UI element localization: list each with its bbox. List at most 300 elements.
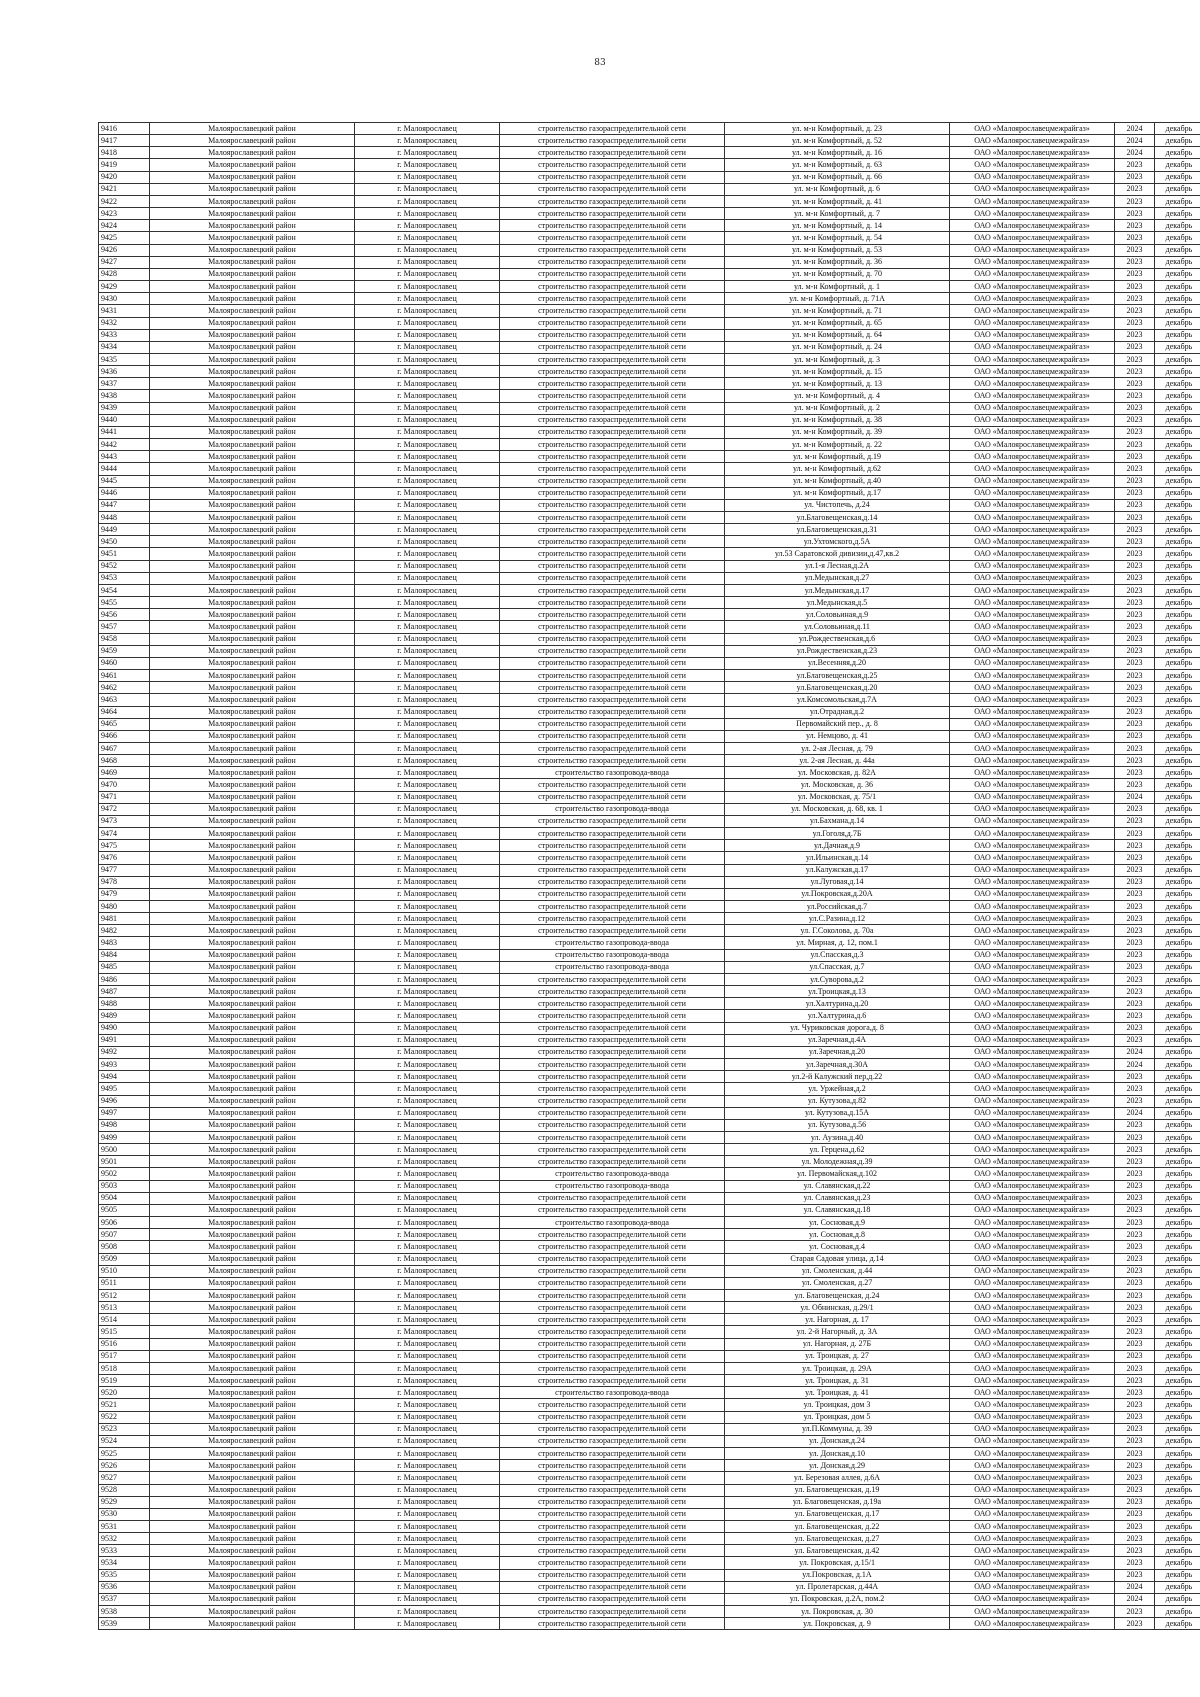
district-cell: Малоярославецкий район [150, 1180, 355, 1192]
city-cell: г. Малоярославец [355, 876, 500, 888]
month-cell: декабрь [1155, 815, 1200, 827]
work-type-cell: строительство газораспределительной сети [500, 1144, 725, 1156]
city-cell: г. Малоярославец [355, 621, 500, 633]
year-cell: 2023 [1115, 633, 1155, 645]
row-number-cell: 9515 [99, 1326, 150, 1338]
year-cell: 2023 [1115, 998, 1155, 1010]
row-number-cell: 9507 [99, 1229, 150, 1241]
table-row [99, 1290, 1200, 1302]
address-cell: ул. Троицкая, д. 29А [725, 1362, 950, 1374]
row-number-cell: 9473 [99, 815, 150, 827]
address-cell: ул. м-н Комфортный, д. 70 [725, 268, 950, 280]
year-cell: 2023 [1115, 815, 1155, 827]
address-cell: ул. Донская,д.29 [725, 1460, 950, 1472]
city-cell: г. Малоярославец [355, 183, 500, 195]
table-row [99, 1144, 1200, 1156]
city-cell: г. Малоярославец [355, 123, 500, 135]
city-cell: г. Малоярославец [355, 1472, 500, 1484]
work-type-cell: строительство газораспределительной сети [500, 1204, 725, 1216]
address-cell: ул. м-н Комфортный, д. 63 [725, 159, 950, 171]
year-cell: 2023 [1115, 463, 1155, 475]
row-number-cell: 9431 [99, 305, 150, 317]
work-type-cell: строительство газораспределительной сети [500, 670, 725, 682]
work-type-cell: строительство газораспределительной сети [500, 1277, 725, 1289]
address-cell: ул. Благовещенская, д.19 [725, 1484, 950, 1496]
table-row [99, 1399, 1200, 1411]
month-cell: декабрь [1155, 1156, 1200, 1168]
organization-cell: ОАО «Малоярославецмежрайгаз» [950, 913, 1115, 925]
month-cell: декабрь [1155, 305, 1200, 317]
row-number-cell: 9492 [99, 1046, 150, 1058]
address-cell: ул.Суворова,д.2 [725, 973, 950, 985]
year-cell: 2023 [1115, 329, 1155, 341]
year-cell: 2024 [1115, 123, 1155, 135]
district-cell: Малоярославецкий район [150, 1253, 355, 1265]
row-number-cell: 9429 [99, 281, 150, 293]
district-cell: Малоярославецкий район [150, 925, 355, 937]
address-cell: ул. м-н Комфортный, д. 36 [725, 256, 950, 268]
city-cell: г. Малоярославец [355, 1350, 500, 1362]
month-cell: декабрь [1155, 1241, 1200, 1253]
row-number-cell: 9521 [99, 1399, 150, 1411]
year-cell: 2024 [1115, 135, 1155, 147]
organization-cell: ОАО «Малоярославецмежрайгаз» [950, 718, 1115, 730]
month-cell: декабрь [1155, 1350, 1200, 1362]
month-cell: декабрь [1155, 840, 1200, 852]
organization-cell: ОАО «Малоярославецмежрайгаз» [950, 998, 1115, 1010]
work-type-cell: строительство газораспределительной сети [500, 244, 725, 256]
address-cell: ул.Заречная,д.30А [725, 1059, 950, 1071]
city-cell: г. Малоярославец [355, 901, 500, 913]
table-row [99, 463, 1200, 475]
organization-cell: ОАО «Малоярославецмежрайгаз» [950, 572, 1115, 584]
city-cell: г. Малоярославец [355, 1326, 500, 1338]
work-type-cell: строительство газопровода-ввода [500, 961, 725, 973]
row-number-cell: 9493 [99, 1059, 150, 1071]
year-cell: 2023 [1115, 1387, 1155, 1399]
organization-cell: ОАО «Малоярославецмежрайгаз» [950, 1508, 1115, 1520]
year-cell: 2023 [1115, 864, 1155, 876]
year-cell: 2023 [1115, 1350, 1155, 1362]
year-cell: 2023 [1115, 755, 1155, 767]
work-type-cell: строительство газораспределительной сети [500, 852, 725, 864]
city-cell: г. Малоярославец [355, 718, 500, 730]
district-cell: Малоярославецкий район [150, 317, 355, 329]
district-cell: Малоярославецкий район [150, 536, 355, 548]
city-cell: г. Малоярославец [355, 1362, 500, 1374]
district-cell: Малоярославецкий район [150, 682, 355, 694]
year-cell: 2023 [1115, 1484, 1155, 1496]
work-type-cell: строительство газораспределительной сети [500, 1375, 725, 1387]
district-cell: Малоярославецкий район [150, 147, 355, 159]
row-number-cell: 9523 [99, 1423, 150, 1435]
city-cell: г. Малоярославец [355, 220, 500, 232]
city-cell: г. Малоярославец [355, 913, 500, 925]
year-cell: 2023 [1115, 1265, 1155, 1277]
work-type-cell: строительство газораспределительной сети [500, 1435, 725, 1447]
table-row [99, 706, 1200, 718]
table-row [99, 1241, 1200, 1253]
work-type-cell: строительство газораспределительной сети [500, 1192, 725, 1204]
row-number-cell: 9438 [99, 390, 150, 402]
month-cell: декабрь [1155, 390, 1200, 402]
organization-cell: ОАО «Малоярославецмежрайгаз» [950, 961, 1115, 973]
work-type-cell: строительство газораспределительной сети [500, 1606, 725, 1618]
table-row [99, 1606, 1200, 1618]
year-cell: 2023 [1115, 183, 1155, 195]
organization-cell: ОАО «Малоярославецмежрайгаз» [950, 1083, 1115, 1095]
year-cell: 2023 [1115, 730, 1155, 742]
month-cell: декабрь [1155, 1496, 1200, 1508]
address-cell: ул. м-н Комфортный, д. 66 [725, 171, 950, 183]
year-cell: 2023 [1115, 1411, 1155, 1423]
city-cell: г. Малоярославец [355, 1277, 500, 1289]
row-number-cell: 9434 [99, 341, 150, 353]
table-row [99, 487, 1200, 499]
table-row [99, 730, 1200, 742]
district-cell: Малоярославецкий район [150, 1119, 355, 1131]
work-type-cell: строительство газораспределительной сети [500, 1618, 725, 1630]
organization-cell: ОАО «Малоярославецмежрайгаз» [950, 1059, 1115, 1071]
year-cell: 2023 [1115, 1618, 1155, 1630]
table-row [99, 232, 1200, 244]
row-number-cell: 9520 [99, 1387, 150, 1399]
work-type-cell: строительство газораспределительной сети [500, 1569, 725, 1581]
row-number-cell: 9512 [99, 1290, 150, 1302]
district-cell: Малоярославецкий район [150, 791, 355, 803]
city-cell: г. Малоярославец [355, 767, 500, 779]
row-number-cell: 9505 [99, 1204, 150, 1216]
work-type-cell: строительство газораспределительной сети [500, 1314, 725, 1326]
organization-cell: ОАО «Малоярославецмежрайгаз» [950, 1326, 1115, 1338]
district-cell: Малоярославецкий район [150, 718, 355, 730]
month-cell: декабрь [1155, 742, 1200, 754]
district-cell: Малоярославецкий район [150, 451, 355, 463]
city-cell: г. Малоярославец [355, 828, 500, 840]
row-number-cell: 9519 [99, 1375, 150, 1387]
row-number-cell: 9451 [99, 548, 150, 560]
work-type-cell: строительство газораспределительной сети [500, 1460, 725, 1472]
month-cell: декабрь [1155, 1046, 1200, 1058]
work-type-cell: строительство газораспределительной сети [500, 512, 725, 524]
city-cell: г. Малоярославец [355, 742, 500, 754]
city-cell: г. Малоярославец [355, 1107, 500, 1119]
work-type-cell: строительство газораспределительной сети [500, 1119, 725, 1131]
table-row [99, 451, 1200, 463]
work-type-cell: строительство газораспределительной сети [500, 986, 725, 998]
year-cell: 2023 [1115, 1156, 1155, 1168]
district-cell: Малоярославецкий район [150, 512, 355, 524]
city-cell: г. Малоярославец [355, 439, 500, 451]
month-cell: декабрь [1155, 645, 1200, 657]
table-row [99, 329, 1200, 341]
work-type-cell: строительство газораспределительной сети [500, 742, 725, 754]
address-cell: ул.Благовещенская,д.20 [725, 682, 950, 694]
address-cell: ул. Троицкая, д. 27 [725, 1350, 950, 1362]
month-cell: декабрь [1155, 293, 1200, 305]
table-row [99, 621, 1200, 633]
city-cell: г. Малоярославец [355, 366, 500, 378]
city-cell: г. Малоярославец [355, 779, 500, 791]
row-number-cell: 9443 [99, 451, 150, 463]
year-cell: 2023 [1115, 560, 1155, 572]
work-type-cell: строительство газораспределительной сети [500, 183, 725, 195]
work-type-cell: строительство газораспределительной сети [500, 633, 725, 645]
district-cell: Малоярославецкий район [150, 609, 355, 621]
address-cell: ул. Кутузова,д.15А [725, 1107, 950, 1119]
organization-cell: ОАО «Малоярославецмежрайгаз» [950, 670, 1115, 682]
table-row [99, 803, 1200, 815]
organization-cell: ОАО «Малоярославецмежрайгаз» [950, 1484, 1115, 1496]
month-cell: декабрь [1155, 414, 1200, 426]
row-number-cell: 9456 [99, 609, 150, 621]
year-cell: 2023 [1115, 1144, 1155, 1156]
row-number-cell: 9487 [99, 986, 150, 998]
table-row [99, 901, 1200, 913]
work-type-cell: строительство газораспределительной сети [500, 463, 725, 475]
table-row [99, 268, 1200, 280]
row-number-cell: 9475 [99, 840, 150, 852]
city-cell: г. Малоярославец [355, 949, 500, 961]
table-row [99, 208, 1200, 220]
organization-cell: ОАО «Малоярославецмежрайгаз» [950, 1192, 1115, 1204]
row-number-cell: 9448 [99, 512, 150, 524]
work-type-cell: строительство газораспределительной сети [500, 1241, 725, 1253]
work-type-cell: строительство газораспределительной сети [500, 1107, 725, 1119]
year-cell: 2023 [1115, 1010, 1155, 1022]
year-cell: 2023 [1115, 1241, 1155, 1253]
row-number-cell: 9466 [99, 730, 150, 742]
work-type-cell: строительство газораспределительной сети [500, 1581, 725, 1593]
district-cell: Малоярославецкий район [150, 1265, 355, 1277]
table-row [99, 439, 1200, 451]
year-cell: 2023 [1115, 742, 1155, 754]
month-cell: декабрь [1155, 1448, 1200, 1460]
month-cell: декабрь [1155, 1399, 1200, 1411]
gasification-registry-table [98, 122, 1200, 1630]
address-cell: ул. м-н Комфортный, д. 2 [725, 402, 950, 414]
city-cell: г. Малоярославец [355, 1411, 500, 1423]
address-cell: ул. Молодежная,д.39 [725, 1156, 950, 1168]
row-number-cell: 9459 [99, 645, 150, 657]
address-cell: ул. Троицкая, дом 5 [725, 1411, 950, 1423]
year-cell: 2023 [1115, 305, 1155, 317]
row-number-cell: 9474 [99, 828, 150, 840]
organization-cell: ОАО «Малоярославецмежрайгаз» [950, 353, 1115, 365]
organization-cell: ОАО «Малоярославецмежрайгаз» [950, 1520, 1115, 1532]
address-cell: ул. Покровская, д.15/1 [725, 1557, 950, 1569]
year-cell: 2023 [1115, 572, 1155, 584]
address-cell: Старая Садовая улица, д.14 [725, 1253, 950, 1265]
district-cell: Малоярославецкий район [150, 183, 355, 195]
row-number-cell: 9488 [99, 998, 150, 1010]
city-cell: г. Малоярославец [355, 1545, 500, 1557]
work-type-cell: строительство газораспределительной сети [500, 901, 725, 913]
year-cell: 2024 [1115, 1059, 1155, 1071]
address-cell: ул. Благовещенская, д.22 [725, 1520, 950, 1532]
month-cell: декабрь [1155, 1411, 1200, 1423]
address-cell: ул. Березовая аллея, д.6А [725, 1472, 950, 1484]
year-cell: 2023 [1115, 426, 1155, 438]
district-cell: Малоярославецкий район [150, 621, 355, 633]
address-cell: ул. м-н Комфортный, д. 16 [725, 147, 950, 159]
organization-cell: ОАО «Малоярославецмежрайгаз» [950, 378, 1115, 390]
city-cell: г. Малоярославец [355, 961, 500, 973]
district-cell: Малоярославецкий район [150, 828, 355, 840]
address-cell: ул. Славянская,д.23 [725, 1192, 950, 1204]
address-cell: ул.Медынская,д.5 [725, 597, 950, 609]
city-cell: г. Малоярославец [355, 597, 500, 609]
table-row [99, 1472, 1200, 1484]
address-cell: ул. Троицкая, дом 3 [725, 1399, 950, 1411]
row-number-cell: 9527 [99, 1472, 150, 1484]
row-number-cell: 9498 [99, 1119, 150, 1131]
row-number-cell: 9517 [99, 1350, 150, 1362]
district-cell: Малоярославецкий район [150, 1387, 355, 1399]
organization-cell: ОАО «Малоярославецмежрайгаз» [950, 621, 1115, 633]
work-type-cell: строительство газопровода-ввода [500, 1217, 725, 1229]
table-row [99, 1034, 1200, 1046]
organization-cell: ОАО «Малоярославецмежрайгаз» [950, 767, 1115, 779]
address-cell: ул. Кутузова,д.82 [725, 1095, 950, 1107]
month-cell: декабрь [1155, 1520, 1200, 1532]
year-cell: 2023 [1115, 1606, 1155, 1618]
year-cell: 2023 [1115, 1229, 1155, 1241]
city-cell: г. Малоярославец [355, 426, 500, 438]
address-cell: ул. м-н Комфортный, д. 3 [725, 353, 950, 365]
row-number-cell: 9508 [99, 1241, 150, 1253]
organization-cell: ОАО «Малоярославецмежрайгаз» [950, 135, 1115, 147]
work-type-cell: строительство газораспределительной сети [500, 366, 725, 378]
address-cell: ул. Сосновая,д.4 [725, 1241, 950, 1253]
month-cell: декабрь [1155, 512, 1200, 524]
table-row [99, 645, 1200, 657]
table-row [99, 718, 1200, 730]
table-row [99, 317, 1200, 329]
table-row [99, 1460, 1200, 1472]
work-type-cell: строительство газораспределительной сети [500, 1290, 725, 1302]
address-cell: ул.Медынская,д.27 [725, 572, 950, 584]
year-cell: 2023 [1115, 1435, 1155, 1447]
month-cell: декабрь [1155, 183, 1200, 195]
table-row [99, 1375, 1200, 1387]
work-type-cell: строительство газораспределительной сети [500, 1229, 725, 1241]
table-row [99, 244, 1200, 256]
year-cell: 2023 [1115, 1022, 1155, 1034]
district-cell: Малоярославецкий район [150, 1192, 355, 1204]
district-cell: Малоярославецкий район [150, 1046, 355, 1058]
organization-cell: ОАО «Малоярославецмежрайгаз» [950, 548, 1115, 560]
work-type-cell: строительство газопровода-ввода [500, 767, 725, 779]
address-cell: ул.Спасская,д.3 [725, 949, 950, 961]
address-cell: ул. Пролетарская, д.44А [725, 1581, 950, 1593]
district-cell: Малоярославецкий район [150, 1217, 355, 1229]
row-number-cell: 9532 [99, 1533, 150, 1545]
row-number-cell: 9485 [99, 961, 150, 973]
organization-cell: ОАО «Малоярославецмежрайгаз» [950, 475, 1115, 487]
work-type-cell: строительство газораспределительной сети [500, 1095, 725, 1107]
city-cell: г. Малоярославец [355, 378, 500, 390]
district-cell: Малоярославецкий район [150, 937, 355, 949]
organization-cell: ОАО «Малоярославецмежрайгаз» [950, 1290, 1115, 1302]
year-cell: 2023 [1115, 1508, 1155, 1520]
work-type-cell: строительство газораспределительной сети [500, 1508, 725, 1520]
address-cell: ул. Московская, д. 82А [725, 767, 950, 779]
address-cell: ул. Московская, д. 75/1 [725, 791, 950, 803]
row-number-cell: 9514 [99, 1314, 150, 1326]
table-row [99, 949, 1200, 961]
address-cell: ул.Медынская,д.17 [725, 584, 950, 596]
row-number-cell: 9506 [99, 1217, 150, 1229]
address-cell: ул. Чуриковская дорога,д. 8 [725, 1022, 950, 1034]
district-cell: Малоярославецкий район [150, 1277, 355, 1289]
table-row [99, 256, 1200, 268]
district-cell: Малоярославецкий район [150, 1533, 355, 1545]
table-row [99, 195, 1200, 207]
city-cell: г. Малоярославец [355, 171, 500, 183]
work-type-cell: строительство газораспределительной сети [500, 281, 725, 293]
organization-cell: ОАО «Малоярославецмежрайгаз» [950, 1375, 1115, 1387]
organization-cell: ОАО «Малоярославецмежрайгаз» [950, 560, 1115, 572]
work-type-cell: строительство газораспределительной сети [500, 730, 725, 742]
work-type-cell: строительство газораспределительной сети [500, 256, 725, 268]
address-cell: ул.Рождественская,д.23 [725, 645, 950, 657]
year-cell: 2023 [1115, 402, 1155, 414]
year-cell: 2023 [1115, 1496, 1155, 1508]
table-row [99, 1557, 1200, 1569]
row-number-cell: 9465 [99, 718, 150, 730]
district-cell: Малоярославецкий район [150, 1423, 355, 1435]
row-number-cell: 9425 [99, 232, 150, 244]
district-cell: Малоярославецкий район [150, 742, 355, 754]
month-cell: декабрь [1155, 1533, 1200, 1545]
organization-cell: ОАО «Малоярославецмежрайгаз» [950, 1460, 1115, 1472]
district-cell: Малоярославецкий район [150, 1204, 355, 1216]
row-number-cell: 9481 [99, 913, 150, 925]
month-cell: декабрь [1155, 888, 1200, 900]
row-number-cell: 9442 [99, 439, 150, 451]
address-cell: ул. 2-ая Лесная, д. 79 [725, 742, 950, 754]
table-row [99, 1131, 1200, 1143]
year-cell: 2023 [1115, 1083, 1155, 1095]
address-cell: ул. Уржейная,д.2 [725, 1083, 950, 1095]
year-cell: 2023 [1115, 925, 1155, 937]
district-cell: Малоярославецкий район [150, 268, 355, 280]
month-cell: декабрь [1155, 1168, 1200, 1180]
district-cell: Малоярославецкий район [150, 1448, 355, 1460]
registry-table-body [99, 123, 1200, 1630]
table-row [99, 1520, 1200, 1532]
table-row [99, 135, 1200, 147]
table-row [99, 366, 1200, 378]
organization-cell: ОАО «Малоярославецмежрайгаз» [950, 1277, 1115, 1289]
address-cell: ул. м-н Комфортный, д. 71А [725, 293, 950, 305]
year-cell: 2023 [1115, 584, 1155, 596]
year-cell: 2023 [1115, 1290, 1155, 1302]
work-type-cell: строительство газораспределительной сети [500, 1484, 725, 1496]
address-cell: ул.Рождественская,д.6 [725, 633, 950, 645]
month-cell: декабрь [1155, 1508, 1200, 1520]
year-cell: 2023 [1115, 876, 1155, 888]
city-cell: г. Малоярославец [355, 1618, 500, 1630]
work-type-cell: строительство газораспределительной сети [500, 268, 725, 280]
work-type-cell: строительство газораспределительной сети [500, 147, 725, 159]
year-cell: 2023 [1115, 512, 1155, 524]
address-cell: ул.Весенняя,д.20 [725, 657, 950, 669]
month-cell: декабрь [1155, 1472, 1200, 1484]
month-cell: декабрь [1155, 1435, 1200, 1447]
district-cell: Малоярославецкий район [150, 852, 355, 864]
